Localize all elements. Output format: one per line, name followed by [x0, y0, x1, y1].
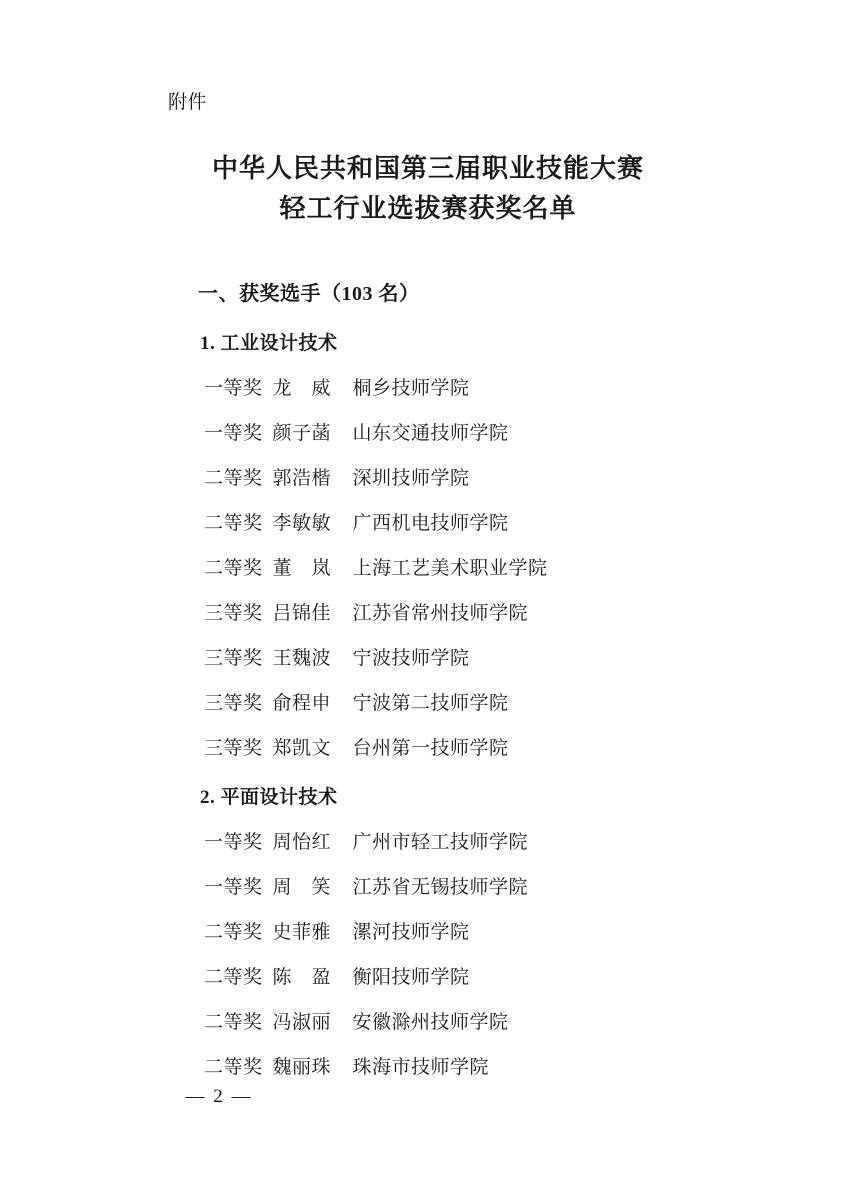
award-recipient-name: 吕锦佳 [272, 603, 332, 625]
award-institution: 桐乡技师学院 [352, 378, 470, 400]
award-prize: 二等奖 [204, 513, 263, 535]
subsection-heading: 2. 平面设计技术 [200, 787, 338, 809]
award-entry [204, 962, 698, 989]
award-entry [204, 598, 698, 625]
award-institution: 广州市轻工技师学院 [352, 832, 529, 854]
award-prize: 三等奖 [204, 648, 263, 670]
subsection-heading: 1. 工业设计技术 [200, 333, 338, 355]
award-recipient-name: 郑凯文 [272, 738, 332, 760]
award-recipient-name: 冯淑丽 [272, 1012, 332, 1034]
award-recipient-name: 周 笑 [272, 877, 332, 899]
award-entry [204, 1007, 698, 1034]
award-entry [204, 827, 698, 854]
award-recipient-name: 董 岚 [272, 558, 332, 580]
award-recipient-name: 周怡红 [272, 832, 332, 854]
award-prize: 三等奖 [204, 603, 263, 625]
award-institution: 衡阳技师学院 [352, 967, 470, 989]
award-entry [204, 1052, 698, 1079]
award-institution: 广西机电技师学院 [352, 513, 509, 535]
award-institution: 宁波技师学院 [352, 648, 470, 670]
page-title [168, 149, 698, 230]
award-prize: 二等奖 [204, 1057, 263, 1079]
award-entry [204, 688, 698, 715]
subsection-list [168, 328, 698, 1079]
award-entry [204, 373, 698, 400]
award-prize: 二等奖 [204, 468, 263, 490]
award-prize: 二等奖 [204, 922, 263, 944]
attachment-label: 附件 [168, 92, 208, 113]
award-entry [204, 643, 698, 670]
award-prize: 三等奖 [204, 738, 263, 760]
award-prize: 二等奖 [204, 1012, 263, 1034]
award-recipient-name: 郭浩楷 [272, 468, 332, 490]
title-line-1: 中华人民共和国第三届职业技能大赛 [211, 153, 644, 183]
award-entry [204, 553, 698, 580]
award-prize: 三等奖 [204, 693, 263, 715]
award-prize: 二等奖 [204, 967, 263, 989]
award-institution: 宁波第二技师学院 [352, 693, 509, 715]
award-entry [204, 463, 698, 490]
award-recipient-name: 俞程申 [272, 693, 332, 715]
award-entry [204, 872, 698, 899]
award-recipient-name: 史菲雅 [272, 922, 332, 944]
award-prize: 二等奖 [204, 558, 263, 580]
award-institution: 台州第一技师学院 [352, 738, 509, 760]
award-prize: 一等奖 [204, 423, 263, 445]
award-institution: 江苏省常州技师学院 [352, 603, 529, 625]
award-recipient-name: 颜子菡 [272, 423, 332, 445]
award-prize: 一等奖 [204, 877, 263, 899]
award-recipient-name: 陈 盈 [272, 967, 332, 989]
title-line-2: 轻工行业选拔赛获奖名单 [279, 194, 577, 224]
award-institution: 漯河技师学院 [352, 922, 470, 944]
award-institution: 上海工艺美术职业学院 [352, 558, 548, 580]
page-number: — 2 — [185, 1086, 253, 1107]
award-institution: 深圳技师学院 [352, 468, 470, 490]
award-recipient-name: 魏丽珠 [272, 1057, 332, 1079]
award-entry [204, 508, 698, 535]
award-entry [204, 917, 698, 944]
award-prize: 一等奖 [204, 378, 263, 400]
section-heading: 一、获奖选手（103 名） [198, 283, 420, 306]
award-recipient-name: 李敏敏 [272, 513, 332, 535]
award-prize: 一等奖 [204, 832, 263, 854]
award-institution: 江苏省无锡技师学院 [352, 877, 529, 899]
award-institution: 山东交通技师学院 [352, 423, 509, 445]
award-recipient-name: 龙 威 [272, 378, 332, 400]
award-entry [204, 733, 698, 760]
award-recipient-name: 王魏波 [272, 648, 332, 670]
award-entry [204, 418, 698, 445]
award-institution: 安徽滁州技师学院 [352, 1012, 509, 1034]
award-institution: 珠海市技师学院 [352, 1057, 490, 1079]
